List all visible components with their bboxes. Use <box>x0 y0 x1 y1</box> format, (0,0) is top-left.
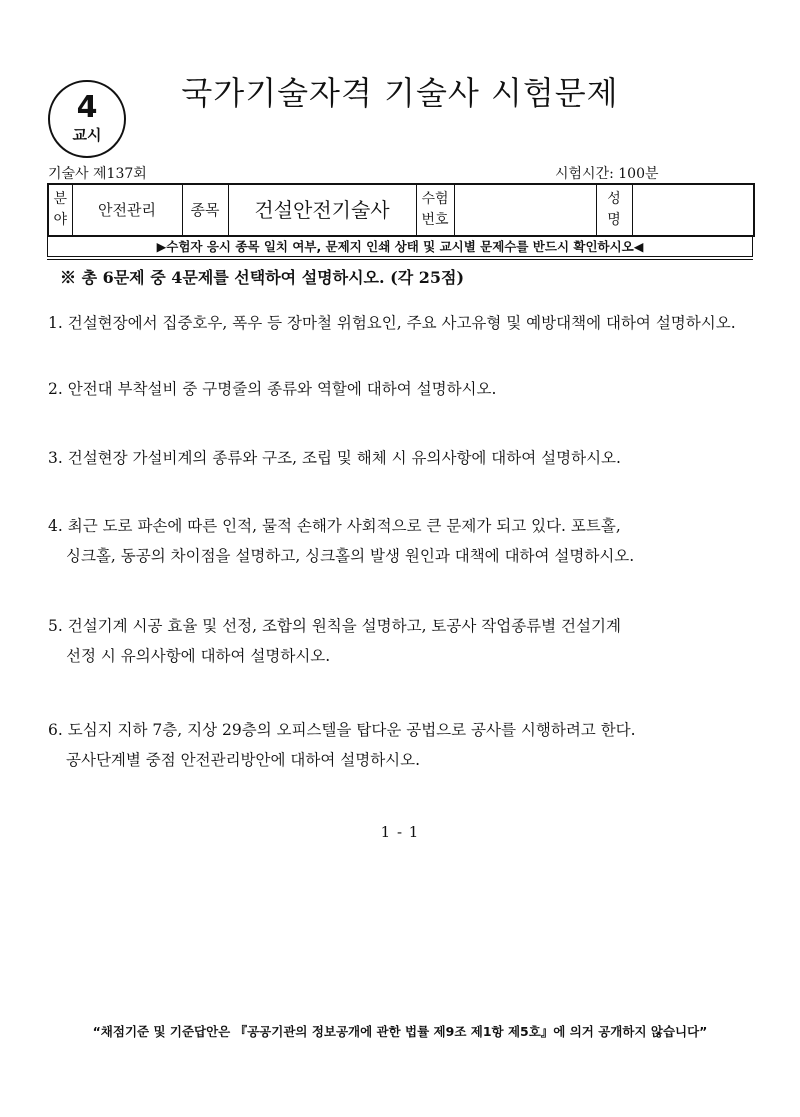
exam-number-label: 수험번호 <box>416 184 454 236</box>
question-text: 2. 안전대 부착설비 중 구명줄의 종류와 역할에 대하여 설명하시오. <box>48 380 497 398</box>
question-6 <box>48 715 763 775</box>
field-value: 안전관리 <box>72 184 182 236</box>
exam-round: 기술사 제137회 <box>48 166 147 182</box>
instruction: ※ 총 6문제 중 4문제를 선택하여 설명하시오. (각 25점) <box>60 268 465 287</box>
question-text-continued: 싱크홀, 동공의 차이점을 설명하고, 싱크홀의 발생 원인과 대책에 대하여 설명하시오. <box>66 547 635 565</box>
page-number: 1 - 1 <box>380 823 420 841</box>
item-value: 건설안전기술사 <box>228 184 416 236</box>
question-1 <box>48 308 763 338</box>
footer-note: “채점기준 및 기준답안은 『공공기관의 정보공개에 관한 법률 제9조 제1항 제5호』에 의거 공개하지 않습니다” <box>92 1024 708 1039</box>
question-2 <box>48 374 763 404</box>
notice-banner: ▶수험자 응시 종목 일치 여부, 문제지 인쇄 상태 및 교시별 문제수를 반드시 확인하시오◀ <box>47 237 753 257</box>
question-text: 1. 건설현장에서 집중호우, 폭우 등 장마철 위험요인, 주요 사고유형 및 예방대책에 대하여 설명하시오. <box>48 314 736 332</box>
session-label: 교시 <box>72 126 102 144</box>
divider <box>47 259 753 260</box>
question-5 <box>48 611 763 671</box>
exam-number-field[interactable] <box>454 184 596 236</box>
exam-info-table <box>47 183 755 237</box>
question-4 <box>48 511 763 571</box>
question-text: 6. 도심지 지하 7층, 지상 29층의 오피스텔을 탑다운 공법으로 공사를 시행하려고 한다. <box>48 721 636 739</box>
name-label: 성명 <box>596 184 632 236</box>
question-text: 3. 건설현장 가설비계의 종류와 구조, 조립 및 해체 시 유의사항에 대하여 설명하시오. <box>48 449 621 467</box>
question-text-continued: 선정 시 유의사항에 대하여 설명하시오. <box>66 647 331 665</box>
question-text: 4. 최근 도로 파손에 따른 인적, 물적 손해가 사회적으로 큰 문제가 되고 있다. 포트홀, <box>48 517 621 535</box>
question-text-continued: 공사단계별 중점 안전관리방안에 대하여 설명하시오. <box>66 751 421 769</box>
question-3 <box>48 443 763 473</box>
name-field[interactable] <box>632 184 754 236</box>
item-label: 종목 <box>182 184 228 236</box>
session-number: 4 <box>76 90 98 125</box>
field-label: 분야 <box>48 184 72 236</box>
session-badge <box>48 80 126 158</box>
question-text: 5. 건설기계 시공 효율 및 선정, 조합의 원칙을 설명하고, 토공사 작업종류별 건설기계 <box>48 617 621 635</box>
exam-time: 시험시간: 100분 <box>555 166 659 182</box>
page-title: 국가기술자격 기술사 시험문제 <box>181 74 619 112</box>
